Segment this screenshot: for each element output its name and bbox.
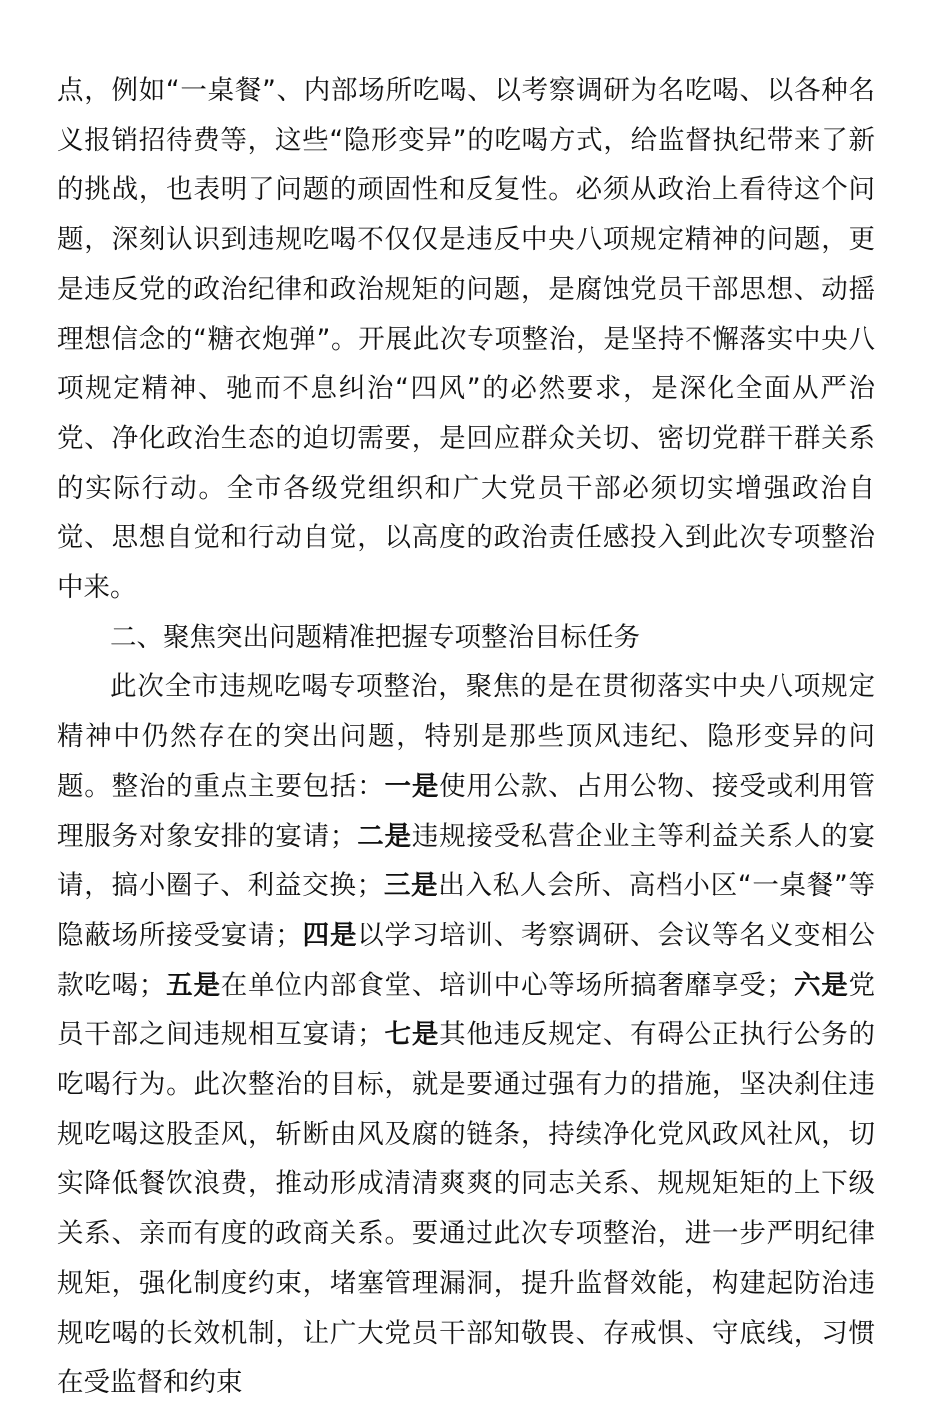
paragraph-intro: 此次全市违规吃喝专项整治，聚焦的是在贯彻落实中央八项规定精神中仍然存在的突出问题，特别是那些顶风违纪、隐形变异的问题。整治的重点主要包括： <box>57 671 875 802</box>
item-marker: 五是 <box>165 969 221 1001</box>
item-marker: 七是 <box>383 1019 440 1051</box>
paragraph-outro: 此次整治的目标，就是要通过强有力的措施，坚决刹住违规吃喝这股歪风，斩断由风及腐的链条，持续净化党风政风社风，切实降低餐饮浪费，推动形成清清爽爽的同志关系、规规矩矩的上下级关系、亲而有度的政商关系。要通过此次专项整治，进一步严明纪律规矩，强化制度约束，堵塞管理漏洞，提升监督效能，构建起防治违规吃喝的长效机制，让广大党员干部知敬畏、存戒惧、守底线，习惯在受监督和约束 <box>57 1069 876 1399</box>
item-marker: 三是 <box>383 870 439 902</box>
paragraph-continuation: 点，例如“一桌餐”、内部场所吃喝、以考察调研为名吃喝、以各种名义报销招待费等，这些“隐形变异”的吃喝方式，给监督执纪带来了新的挑战，也表明了问题的顽固性和反复性。必须从政治上看待这个问题，深刻认识到违规吃喝不仅仅是违反中央八项规定精神的问题，更是违反党的政治纪律和政治规矩的问题，是腐蚀党员干部思想、动摇理想信念的“糖衣炮弹”。开展此次专项整治，是坚持不懈落实中央八项规定精神、驰而不息纠治“四风”的必然要求，是深化全面从严治党、净化政治生态的迫切需要，是回应群众关切、密切党群干群关系的实际行动。全市各级党组织和广大党员干部必须切实增强政治自觉、思想自觉和行动自觉，以高度的政治责任感投入到此次专项整治中来。 <box>57 75 875 604</box>
item-text: 以学习培训、考察调研、会议等名义变相公款吃喝； <box>57 919 876 1001</box>
item-text: 其他违反规定、有碍公正执行公务的吃喝行为。 <box>57 1019 876 1101</box>
item-text: 在单位内部食堂、培训中心等场所搞奢靡享受； <box>220 969 794 1001</box>
document-body <box>57 66 875 1408</box>
item-marker: 六是 <box>793 969 849 1001</box>
item-text: 党员干部之间违规相互宴请； <box>57 969 876 1051</box>
item-marker: 二是 <box>356 820 412 852</box>
item-text: 出入私人会所、高档小区“一桌餐”等隐蔽场所接受宴请； <box>57 870 875 951</box>
section-heading: 二、聚焦突出问题精准把握专项整治目标任务 <box>110 621 640 653</box>
item-marker: 一是 <box>384 770 440 802</box>
paragraph-key-points <box>57 662 875 1408</box>
item-text: 违规接受私营企业主等利益关系人的宴请，搞小圈子、利益交换； <box>57 820 876 902</box>
item-text: 使用公款、占用公物、接受或利用管理服务对象安排的宴请； <box>57 770 876 852</box>
item-marker: 四是 <box>301 919 358 951</box>
